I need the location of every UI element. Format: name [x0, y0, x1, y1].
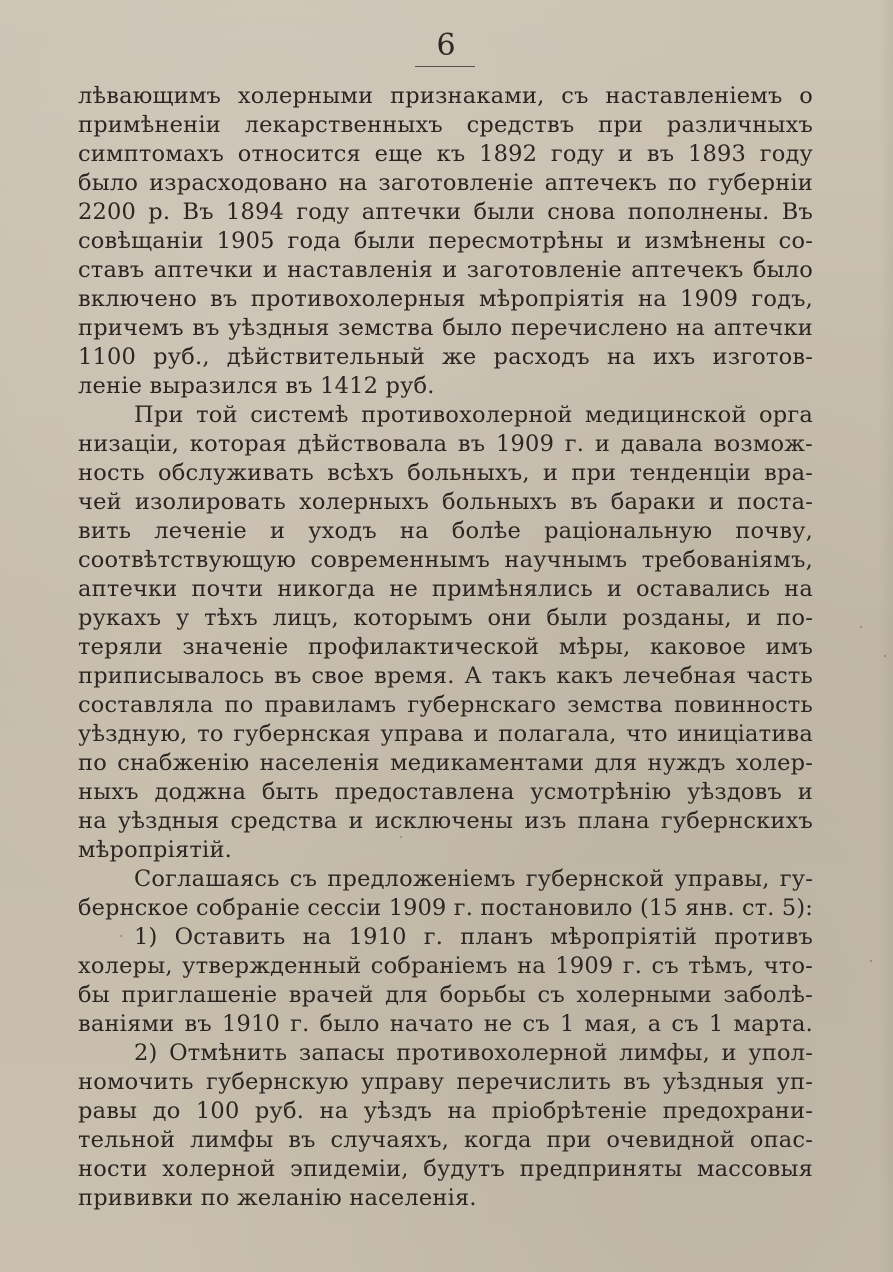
- paper-speck: [870, 960, 872, 962]
- text-line: было израсходовано на заготовленіе аптечекъ по губерніи: [78, 170, 813, 196]
- text-line: леніе выразился въ 1412 руб.: [78, 373, 435, 399]
- page-number: 6: [436, 28, 457, 63]
- text-line: рукахъ у тѣхъ лицъ, которымъ они были розданы, и по-: [78, 605, 813, 631]
- text-line: номочить губернскую управу перечислить въ уѣздныя уп-: [78, 1069, 813, 1095]
- paper-speck: [400, 836, 402, 838]
- paper-speck: [120, 935, 122, 937]
- text-line: лѣвающимъ холерными признаками, съ наставленіемъ о: [78, 83, 813, 109]
- text-line: аптечки почти никогда не примѣнялись и оставались на: [78, 576, 813, 602]
- text-line: 1) Оставить на 1910 г. планъ мѣропріятій противъ: [134, 924, 813, 950]
- text-line: 2) Отмѣнить запасы противохолерной лимфы, и упол-: [134, 1040, 813, 1066]
- text-line: причемъ въ уѣздныя земства было перечислено на аптечки: [78, 315, 813, 341]
- text-line: ваніями въ 1910 г. было начато не съ 1 мая, а съ 1 марта.: [78, 1011, 813, 1037]
- text-line: прививки по желанію населенія.: [78, 1185, 477, 1211]
- text-line: При той системѣ противохолерной медицинской орга: [134, 402, 813, 428]
- text-line: бы приглашеніе врачей для борьбы съ холерными заболѣ-: [78, 982, 813, 1008]
- text-line: на уѣздныя средства и исключены изъ плана губернскихъ: [78, 808, 813, 834]
- text-line: теряли значеніе профилактической мѣры, каковое имъ: [78, 634, 813, 660]
- text-line: 1100 руб., дѣйствительный же расходъ на ихъ изготов-: [78, 344, 813, 370]
- text-line: приписывалось въ свое время. А такъ какъ лечебная часть: [78, 663, 813, 689]
- text-line: холеры, утвержденный собраніемъ на 1909 г. съ тѣмъ, что-: [78, 953, 813, 979]
- text-line: примѣненіи лекарственныхъ средствъ при различныхъ: [78, 112, 813, 138]
- text-line: низаціи, которая дѣйствовала въ 1909 г. и давала возмож-: [78, 431, 813, 457]
- paper-speck: [884, 655, 886, 657]
- text-line: ности холерной эпидеміи, будутъ предприняты массовыя: [78, 1156, 813, 1182]
- text-line: бернское собраніе сессіи 1909 г. постановило (15 янв. ст. 5):: [78, 895, 813, 921]
- text-line: Соглашаясь съ предложеніемъ губернской управы, гу-: [134, 866, 813, 892]
- paper-speck: [860, 626, 862, 628]
- text-line: равы до 100 руб. на уѣздъ на пріобрѣтеніе предохрани-: [78, 1098, 813, 1124]
- text-line: тельной лимфы въ случаяхъ, когда при очевидной опас-: [78, 1127, 813, 1153]
- text-line: вить леченіе и уходъ на болѣе раціональную почву,: [78, 518, 813, 544]
- text-line: соотвѣтствующую современнымъ научнымъ требованіямъ,: [78, 547, 813, 573]
- text-line: чей изолировать холерныхъ больныхъ въ бараки и поста-: [78, 489, 813, 515]
- text-line: включено въ противохолерныя мѣропріятія на 1909 годъ,: [78, 286, 813, 312]
- text-line: составляла по правиламъ губернскаго земства повинность: [78, 692, 813, 718]
- text-line: ставъ аптечки и наставленія и заготовленіе аптечекъ было: [78, 257, 813, 283]
- body-text: [78, 82, 813, 1213]
- page-edge-shadow: [879, 0, 893, 1272]
- page-number-rule: [415, 66, 475, 67]
- text-line: ность обслуживать всѣхъ больныхъ, и при тенденціи вра-: [78, 460, 813, 486]
- text-line: симптомахъ относится еще къ 1892 году и въ 1893 году: [78, 141, 813, 167]
- text-line: 2200 р. Въ 1894 году аптечки были снова пополнены. Въ: [78, 199, 813, 225]
- text-line: ныхъ доджна быть предоставлена усмотрѣнію уѣздовъ и: [78, 779, 813, 805]
- text-line: совѣщаніи 1905 года были пересмотрѣны и измѣнены со-: [78, 228, 813, 254]
- text-line: мѣропріятій.: [78, 837, 233, 863]
- text-line: уѣздную, то губернская управа и полагала, что иниціатива: [78, 721, 813, 747]
- text-line: по снабженію населенія медикаментами для нуждъ холер-: [78, 750, 813, 776]
